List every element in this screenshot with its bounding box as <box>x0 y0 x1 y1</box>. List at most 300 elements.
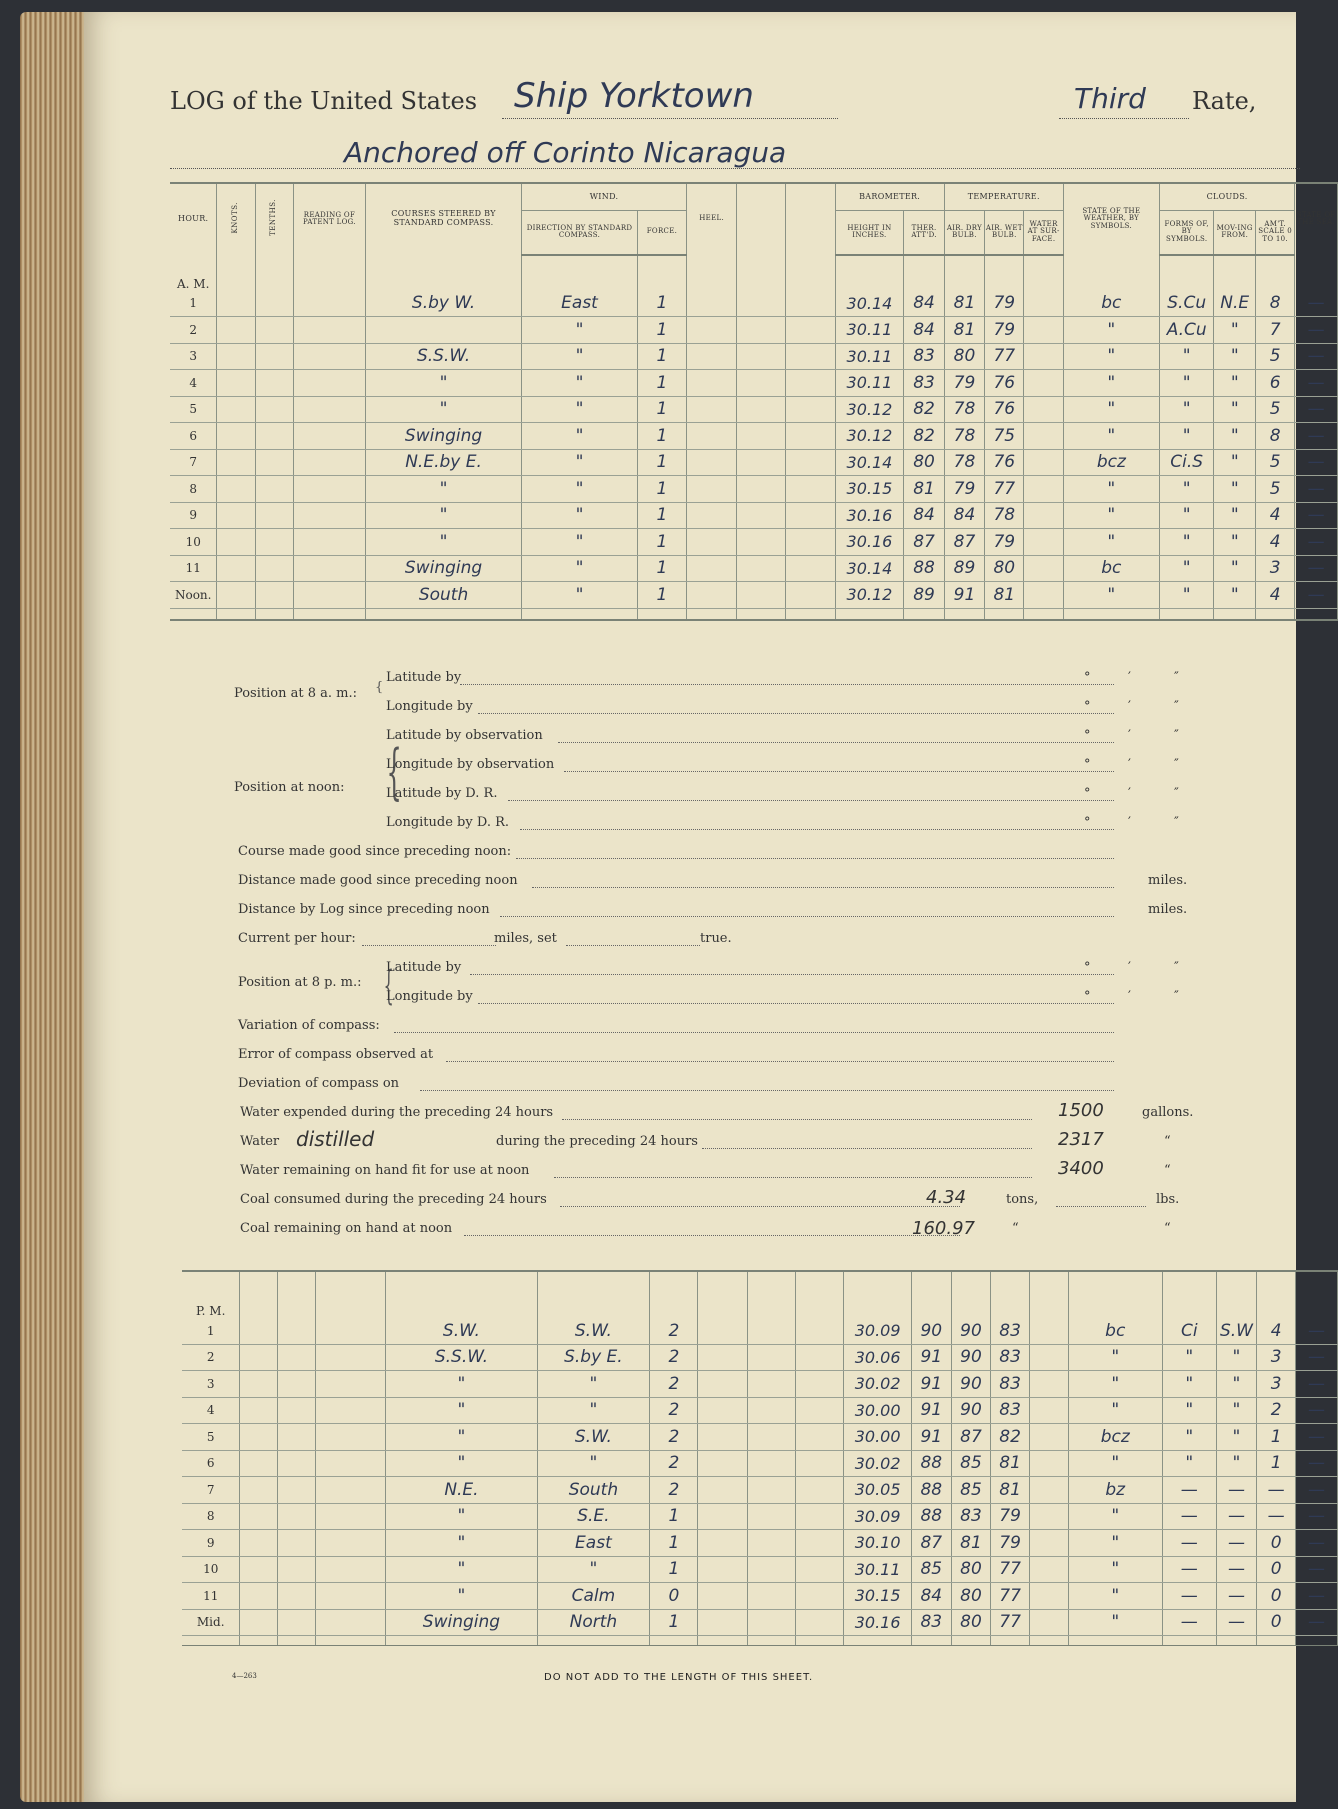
pm-air-wet-cell: 77 <box>991 1583 1030 1610</box>
col-clouds: CLOUDS. <box>1159 183 1294 211</box>
position-deg-mark: ° <box>1084 728 1091 743</box>
am-air-wet-cell: 76 <box>985 370 1024 397</box>
am-knots-cell <box>217 291 255 317</box>
am-wind-dir-cell: " <box>522 529 638 556</box>
am-course-cell <box>365 317 521 344</box>
am-force-cell: 1 <box>637 317 686 344</box>
pm-course-cell: " <box>386 1556 537 1583</box>
am-heel-cell <box>687 396 737 423</box>
am-weather-cell: " <box>1063 476 1159 503</box>
am-bar-height-cell: 30.12 <box>835 423 904 450</box>
am-bar-height-cell: 30.16 <box>835 502 904 529</box>
col-hour: HOUR. <box>170 183 217 255</box>
am-hour-cell: 3 <box>170 343 217 370</box>
am-weather-cell: " <box>1063 343 1159 370</box>
pm-water-temp-cell <box>1029 1530 1068 1557</box>
water-expended-value: 1500 <box>1058 1100 1104 1121</box>
pm-tenths-cell <box>277 1371 315 1398</box>
pm-blank-2-cell <box>796 1424 844 1451</box>
am-blank-1-cell <box>737 396 786 423</box>
pm-row <box>182 1344 1338 1371</box>
rate-label: Rate, <box>1192 87 1257 115</box>
am-heel-cell <box>687 476 737 503</box>
position-deg-mark: ° <box>1084 989 1091 1004</box>
pm-ther-attd-cell: 91 <box>911 1371 951 1398</box>
am-blank-1-cell <box>737 291 786 317</box>
am-hour-cell: 7 <box>170 449 217 476</box>
col-wind-force: FORCE. <box>637 211 686 255</box>
am-water-temp-cell <box>1024 396 1063 423</box>
pm-air-dry-cell: 80 <box>951 1609 991 1636</box>
pm-cloud-amount-cell: 0 <box>1257 1583 1296 1610</box>
col-air-dry: AIR. DRY BULB. <box>944 211 984 255</box>
am-ther-attd-cell: 89 <box>904 582 944 609</box>
ship-name: Ship Yorktown <box>514 76 754 116</box>
am-cloud-moving-cell: " <box>1214 476 1256 503</box>
am-heel-cell <box>687 317 737 344</box>
pm-tenths-cell <box>277 1583 315 1610</box>
am-row <box>170 555 1338 582</box>
am-sea-state-cell: — <box>1295 343 1338 370</box>
am-force-cell: 1 <box>637 449 686 476</box>
pm-wind-dir-cell: S.by E. <box>537 1344 650 1371</box>
am-cloud-amount-cell: 4 <box>1255 502 1294 529</box>
am-cloud-moving-cell: " <box>1214 449 1256 476</box>
pm-ther-attd-cell: 84 <box>911 1583 951 1610</box>
pm-sea-state-cell: — <box>1295 1397 1337 1424</box>
pm-course-cell: " <box>386 1503 537 1530</box>
am-ther-attd-cell: 84 <box>904 317 944 344</box>
pm-sea-state-cell: — <box>1295 1424 1337 1451</box>
course-made-good-label: Course made good since preceding noon: <box>238 844 512 859</box>
pm-bar-height-cell: 30.00 <box>844 1397 912 1424</box>
am-patent-log-cell <box>293 476 365 503</box>
am-air-dry-cell: 81 <box>944 317 984 344</box>
pm-water-temp-cell <box>1029 1477 1068 1504</box>
am-air-wet-cell: 75 <box>985 423 1024 450</box>
col-weather: STATE OF THE WEATHER, BY SYMBOLS. <box>1063 183 1159 255</box>
pm-cloud-amount-cell: — <box>1257 1477 1296 1504</box>
pm-bar-height-cell: 30.00 <box>844 1424 912 1451</box>
pm-sea-state-cell: — <box>1295 1503 1337 1530</box>
pm-knots-cell <box>240 1371 278 1398</box>
am-course-cell: " <box>365 529 521 556</box>
pm-knots-cell <box>240 1318 278 1344</box>
am-bar-height-cell: 30.11 <box>835 370 904 397</box>
pm-force-cell: 2 <box>650 1477 698 1504</box>
pm-force-cell: 0 <box>650 1583 698 1610</box>
am-bar-height-cell: 30.11 <box>835 317 904 344</box>
am-ther-attd-cell: 83 <box>904 370 944 397</box>
pm-heel-cell <box>698 1583 747 1610</box>
pm-cloud-forms-cell: " <box>1162 1344 1216 1371</box>
position-sec-mark: ″ <box>1174 960 1179 975</box>
pm-water-temp-cell <box>1029 1371 1068 1398</box>
am-cloud-forms-cell: " <box>1159 396 1214 423</box>
pm-row <box>182 1556 1338 1583</box>
pm-knots-cell <box>240 1477 278 1504</box>
am-force-cell: 1 <box>637 396 686 423</box>
log-title: LOG of the United States <box>170 87 478 115</box>
am-patent-log-cell <box>293 370 365 397</box>
pm-course-cell: S.W. <box>386 1318 537 1344</box>
am-patent-log-cell <box>293 423 365 450</box>
position-sec-mark: ″ <box>1174 699 1179 714</box>
am-air-wet-cell: 79 <box>985 317 1024 344</box>
pm-course-cell: " <box>386 1583 537 1610</box>
col-cloud-moving: MOV-ING FROM. <box>1214 211 1256 255</box>
error-label: Error of compass observed at <box>238 1047 434 1062</box>
am-weather-cell: " <box>1063 502 1159 529</box>
pm-cloud-forms-cell: — <box>1162 1503 1216 1530</box>
pm-course-cell: " <box>386 1450 537 1477</box>
am-bar-height-cell: 30.14 <box>835 291 904 317</box>
am-heel-cell <box>687 555 737 582</box>
distance-made-good-label: Distance made good since preceding noon <box>238 873 518 888</box>
am-wind-dir-cell: " <box>522 396 638 423</box>
pm-cloud-forms-cell: — <box>1162 1477 1216 1504</box>
am-force-cell: 1 <box>637 291 686 317</box>
am-force-cell: 1 <box>637 529 686 556</box>
lat-obs-label: Latitude by observation <box>386 728 543 743</box>
pm-water-temp-cell <box>1029 1503 1068 1530</box>
pm-cloud-moving-cell: — <box>1216 1477 1257 1504</box>
pm-row <box>182 1583 1338 1610</box>
am-weather-cell: " <box>1063 529 1159 556</box>
pm-bar-height-cell: 30.09 <box>844 1318 912 1344</box>
pm-cloud-moving-cell: — <box>1216 1556 1257 1583</box>
pm-row <box>182 1450 1338 1477</box>
pm-tenths-cell <box>277 1477 315 1504</box>
pm-tenths-cell <box>277 1424 315 1451</box>
pm-blank-1-cell <box>747 1583 795 1610</box>
pm-hour-cell: 11 <box>182 1583 240 1610</box>
pm-cloud-moving-cell: " <box>1216 1450 1257 1477</box>
current-label: Current per hour: <box>238 931 356 946</box>
am-heel-cell <box>687 291 737 317</box>
coal-consumed-value: 4.34 <box>926 1187 967 1208</box>
col-air-wet: AIR. WET BULB. <box>985 211 1024 255</box>
pm-weather-cell: " <box>1068 1530 1162 1557</box>
pm-cloud-amount-cell: 1 <box>1257 1450 1296 1477</box>
am-cloud-moving-cell: " <box>1214 582 1256 609</box>
pm-blank-1-cell <box>747 1424 795 1451</box>
pm-patent-log-cell <box>315 1424 386 1451</box>
pm-row <box>182 1424 1338 1451</box>
pm-ther-attd-cell: 87 <box>911 1530 951 1557</box>
am-bar-height-cell: 30.11 <box>835 343 904 370</box>
tons-label: tons, <box>1006 1192 1039 1207</box>
pm-wind-dir-cell: " <box>537 1397 650 1424</box>
pm-knots-cell <box>240 1424 278 1451</box>
pm-ther-attd-cell: 91 <box>911 1424 951 1451</box>
lat-8pm-label: Latitude by <box>386 960 462 975</box>
am-log-table <box>170 182 1338 621</box>
pm-hour-cell: 3 <box>182 1371 240 1398</box>
am-row <box>170 476 1338 503</box>
col-temperature: TEMPERATURE. <box>944 183 1063 211</box>
pm-blank-1-cell <box>747 1318 795 1344</box>
am-sea-state-cell: — <box>1295 555 1338 582</box>
pm-patent-log-cell <box>315 1503 386 1530</box>
distance-by-log-label: Distance by Log since preceding noon <box>238 902 490 917</box>
pm-water-temp-cell <box>1029 1609 1068 1636</box>
am-tenths-cell <box>255 317 293 344</box>
am-course-cell: " <box>365 370 521 397</box>
pm-water-temp-cell <box>1029 1424 1068 1451</box>
am-row <box>170 317 1338 344</box>
pm-tenths-cell <box>277 1503 315 1530</box>
pm-cloud-forms-cell: " <box>1162 1424 1216 1451</box>
am-blank-1-cell <box>737 317 786 344</box>
am-air-dry-cell: 87 <box>944 529 984 556</box>
pm-cloud-moving-cell: — <box>1216 1583 1257 1610</box>
am-ther-attd-cell: 87 <box>904 529 944 556</box>
col-courses: COURSES STEERED BY STANDARD COMPASS. <box>365 183 521 255</box>
am-weather-cell: " <box>1063 317 1159 344</box>
pm-wind-dir-cell: S.E. <box>537 1503 650 1530</box>
position-deg-mark: ° <box>1084 815 1091 830</box>
pm-tenths-cell <box>277 1318 315 1344</box>
am-knots-cell <box>217 396 255 423</box>
position-deg-mark: ° <box>1084 786 1091 801</box>
position-sec-mark: ″ <box>1174 757 1179 772</box>
pm-wind-dir-cell: " <box>537 1556 650 1583</box>
position-sec-mark: ″ <box>1174 815 1179 830</box>
am-cloud-forms-cell: A.Cu <box>1159 317 1214 344</box>
am-patent-log-cell <box>293 449 365 476</box>
am-blank-2-cell <box>786 396 835 423</box>
am-ther-attd-cell: 82 <box>904 423 944 450</box>
footer-note: DO NOT ADD TO THE LENGTH OF THIS SHEET. <box>544 1672 814 1683</box>
pm-blank-2-cell <box>796 1344 844 1371</box>
am-hour-cell: Noon. <box>170 582 217 609</box>
pm-heel-cell <box>698 1371 747 1398</box>
pm-cloud-moving-cell: " <box>1216 1371 1257 1398</box>
pm-air-wet-cell: 82 <box>991 1424 1030 1451</box>
am-cloud-moving-cell: " <box>1214 423 1256 450</box>
pm-ther-attd-cell: 85 <box>911 1556 951 1583</box>
am-air-dry-cell: 89 <box>944 555 984 582</box>
position-sec-mark: ″ <box>1174 989 1179 1004</box>
water-label: Water <box>240 1134 280 1149</box>
col-cloud-amount: AM'T. SCALE 0 TO 10. <box>1255 211 1294 255</box>
am-air-dry-cell: 81 <box>944 291 984 317</box>
pm-patent-log-cell <box>315 1318 386 1344</box>
pm-blank-1-cell <box>747 1556 795 1583</box>
am-cloud-forms-cell: " <box>1159 582 1214 609</box>
pm-patent-log-cell <box>315 1344 386 1371</box>
pm-wind-dir-cell: " <box>537 1371 650 1398</box>
am-air-dry-cell: 79 <box>944 476 984 503</box>
am-patent-log-cell <box>293 343 365 370</box>
am-knots-cell <box>217 423 255 450</box>
lon-8am-label: Longitude by <box>386 699 473 714</box>
am-course-cell: S.S.W. <box>365 343 521 370</box>
position-min-mark: ′ <box>1128 757 1131 772</box>
am-patent-log-cell <box>293 291 365 317</box>
am-air-wet-cell: 78 <box>985 502 1024 529</box>
col-bar-height: HEIGHT IN INCHES. <box>835 211 904 255</box>
pm-heel-cell <box>698 1397 747 1424</box>
am-heel-cell <box>687 449 737 476</box>
pm-water-temp-cell <box>1029 1583 1068 1610</box>
am-patent-log-cell <box>293 529 365 556</box>
am-water-temp-cell <box>1024 502 1063 529</box>
position-deg-mark: ° <box>1084 670 1091 685</box>
am-row <box>170 291 1338 317</box>
pm-cloud-forms-cell: " <box>1162 1450 1216 1477</box>
true-label: true. <box>700 931 732 946</box>
pm-air-wet-cell: 81 <box>991 1450 1030 1477</box>
pm-bar-height-cell: 30.02 <box>844 1450 912 1477</box>
am-row <box>170 370 1338 397</box>
gallons-label: gallons. <box>1142 1105 1194 1120</box>
am-cloud-amount-cell: 8 <box>1255 423 1294 450</box>
am-wind-dir-cell: " <box>522 370 638 397</box>
rate-line <box>1059 118 1189 119</box>
am-sea-state-cell: — <box>1295 582 1338 609</box>
pm-weather-cell: " <box>1068 1450 1162 1477</box>
am-row <box>170 343 1338 370</box>
pm-cloud-forms-cell: — <box>1162 1583 1216 1610</box>
am-cloud-amount-cell: 4 <box>1255 529 1294 556</box>
am-ther-attd-cell: 81 <box>904 476 944 503</box>
pm-heel-cell <box>698 1556 747 1583</box>
am-blank-2-cell <box>786 291 835 317</box>
pm-cloud-forms-cell: Ci <box>1162 1318 1216 1344</box>
am-blank-2-cell <box>786 449 835 476</box>
pm-row <box>182 1609 1338 1636</box>
am-cloud-forms-cell: " <box>1159 476 1214 503</box>
pm-ther-attd-cell: 90 <box>911 1318 951 1344</box>
am-cloud-forms-cell: " <box>1159 343 1214 370</box>
am-cloud-forms-cell: " <box>1159 502 1214 529</box>
pm-cloud-amount-cell: 0 <box>1257 1530 1296 1557</box>
am-wind-dir-cell: " <box>522 502 638 529</box>
pm-patent-log-cell <box>315 1371 386 1398</box>
am-patent-log-cell <box>293 582 365 609</box>
pm-force-cell: 1 <box>650 1530 698 1557</box>
col-water-temp: WATER AT SUR-FACE. <box>1024 211 1063 255</box>
lon-dr-label: Longitude by D. R. <box>386 815 509 830</box>
am-course-cell: " <box>365 502 521 529</box>
pm-cloud-forms-cell: " <box>1162 1371 1216 1398</box>
am-air-dry-cell: 79 <box>944 370 984 397</box>
am-tenths-cell <box>255 343 293 370</box>
pm-wind-dir-cell: " <box>537 1450 650 1477</box>
am-hour-cell: 9 <box>170 502 217 529</box>
am-wind-dir-cell: " <box>522 476 638 503</box>
am-cloud-moving-cell: " <box>1214 555 1256 582</box>
pm-cloud-moving-cell: " <box>1216 1397 1257 1424</box>
am-hour-cell: 10 <box>170 529 217 556</box>
am-force-cell: 1 <box>637 502 686 529</box>
pm-cloud-moving-cell: " <box>1216 1344 1257 1371</box>
pm-sea-state-cell: — <box>1295 1530 1337 1557</box>
am-row <box>170 502 1338 529</box>
pm-bar-height-cell: 30.15 <box>844 1583 912 1610</box>
am-knots-cell <box>217 555 255 582</box>
am-knots-cell <box>217 343 255 370</box>
ditto-3: “ <box>1012 1221 1019 1236</box>
position-deg-mark: ° <box>1084 960 1091 975</box>
pm-hour-cell: 7 <box>182 1477 240 1504</box>
am-course-cell: N.E.by E. <box>365 449 521 476</box>
pm-weather-cell: " <box>1068 1503 1162 1530</box>
position-min-mark: ′ <box>1128 728 1131 743</box>
am-knots-cell <box>217 317 255 344</box>
pm-force-cell: 2 <box>650 1450 698 1477</box>
am-air-dry-cell: 78 <box>944 449 984 476</box>
am-wind-dir-cell: " <box>522 343 638 370</box>
pm-course-cell: " <box>386 1371 537 1398</box>
col-cloud-forms: FORMS OF, BY SYMBOLS. <box>1159 211 1214 255</box>
pm-ther-attd-cell: 91 <box>911 1344 951 1371</box>
log-sheet <box>84 12 1336 1802</box>
pm-weather-cell: bz <box>1068 1477 1162 1504</box>
location: Anchored off Corinto Nicaragua <box>344 136 787 169</box>
pm-sea-state-cell: — <box>1295 1344 1337 1371</box>
pm-row <box>182 1530 1338 1557</box>
am-ther-attd-cell: 84 <box>904 502 944 529</box>
am-blank-1-cell <box>737 529 786 556</box>
water-remaining-label: Water remaining on hand fit for use at noon <box>240 1163 530 1178</box>
am-bar-height-cell: 30.14 <box>835 555 904 582</box>
pm-wind-dir-cell: South <box>537 1477 650 1504</box>
pm-air-wet-cell: 77 <box>991 1556 1030 1583</box>
pm-blank-2-cell <box>796 1503 844 1530</box>
pm-force-cell: 1 <box>650 1609 698 1636</box>
am-heel-cell <box>687 502 737 529</box>
pm-blank-1-cell <box>747 1477 795 1504</box>
pm-sea-state-cell: — <box>1295 1556 1337 1583</box>
am-cloud-moving-cell: " <box>1214 343 1256 370</box>
am-hour-cell: 8 <box>170 476 217 503</box>
am-sea-state-cell: — <box>1295 370 1338 397</box>
am-air-wet-cell: 77 <box>985 476 1024 503</box>
pos-noon-label: Position at noon: <box>234 780 345 795</box>
am-cloud-moving-cell: " <box>1214 502 1256 529</box>
am-wind-dir-cell: " <box>522 423 638 450</box>
am-cloud-amount-cell: 5 <box>1255 476 1294 503</box>
book-page-edges <box>20 12 90 1802</box>
pm-bar-height-cell: 30.10 <box>844 1530 912 1557</box>
am-water-temp-cell <box>1024 423 1063 450</box>
pm-section-label: P. M. <box>182 1272 240 1318</box>
pm-cloud-moving-cell: S.W <box>1216 1318 1257 1344</box>
am-cloud-moving-cell: " <box>1214 370 1256 397</box>
pm-ther-attd-cell: 88 <box>911 1477 951 1504</box>
pm-knots-cell <box>240 1450 278 1477</box>
am-course-cell: " <box>365 396 521 423</box>
pm-wind-dir-cell: S.W. <box>537 1318 650 1344</box>
position-sec-mark: ″ <box>1174 670 1179 685</box>
pm-blank-2-cell <box>796 1318 844 1344</box>
am-cloud-moving-cell: " <box>1214 396 1256 423</box>
pm-course-cell: N.E. <box>386 1477 537 1504</box>
am-hour-cell: 6 <box>170 423 217 450</box>
pm-log-table <box>182 1272 1338 1646</box>
am-course-cell: South <box>365 582 521 609</box>
pm-heel-cell <box>698 1424 747 1451</box>
position-deg-mark: ° <box>1084 757 1091 772</box>
pm-cloud-moving-cell: " <box>1216 1424 1257 1451</box>
lbs-label: lbs. <box>1156 1192 1180 1207</box>
pm-force-cell: 2 <box>650 1371 698 1398</box>
pm-blank-2-cell <box>796 1583 844 1610</box>
pm-air-wet-cell: 83 <box>991 1318 1030 1344</box>
